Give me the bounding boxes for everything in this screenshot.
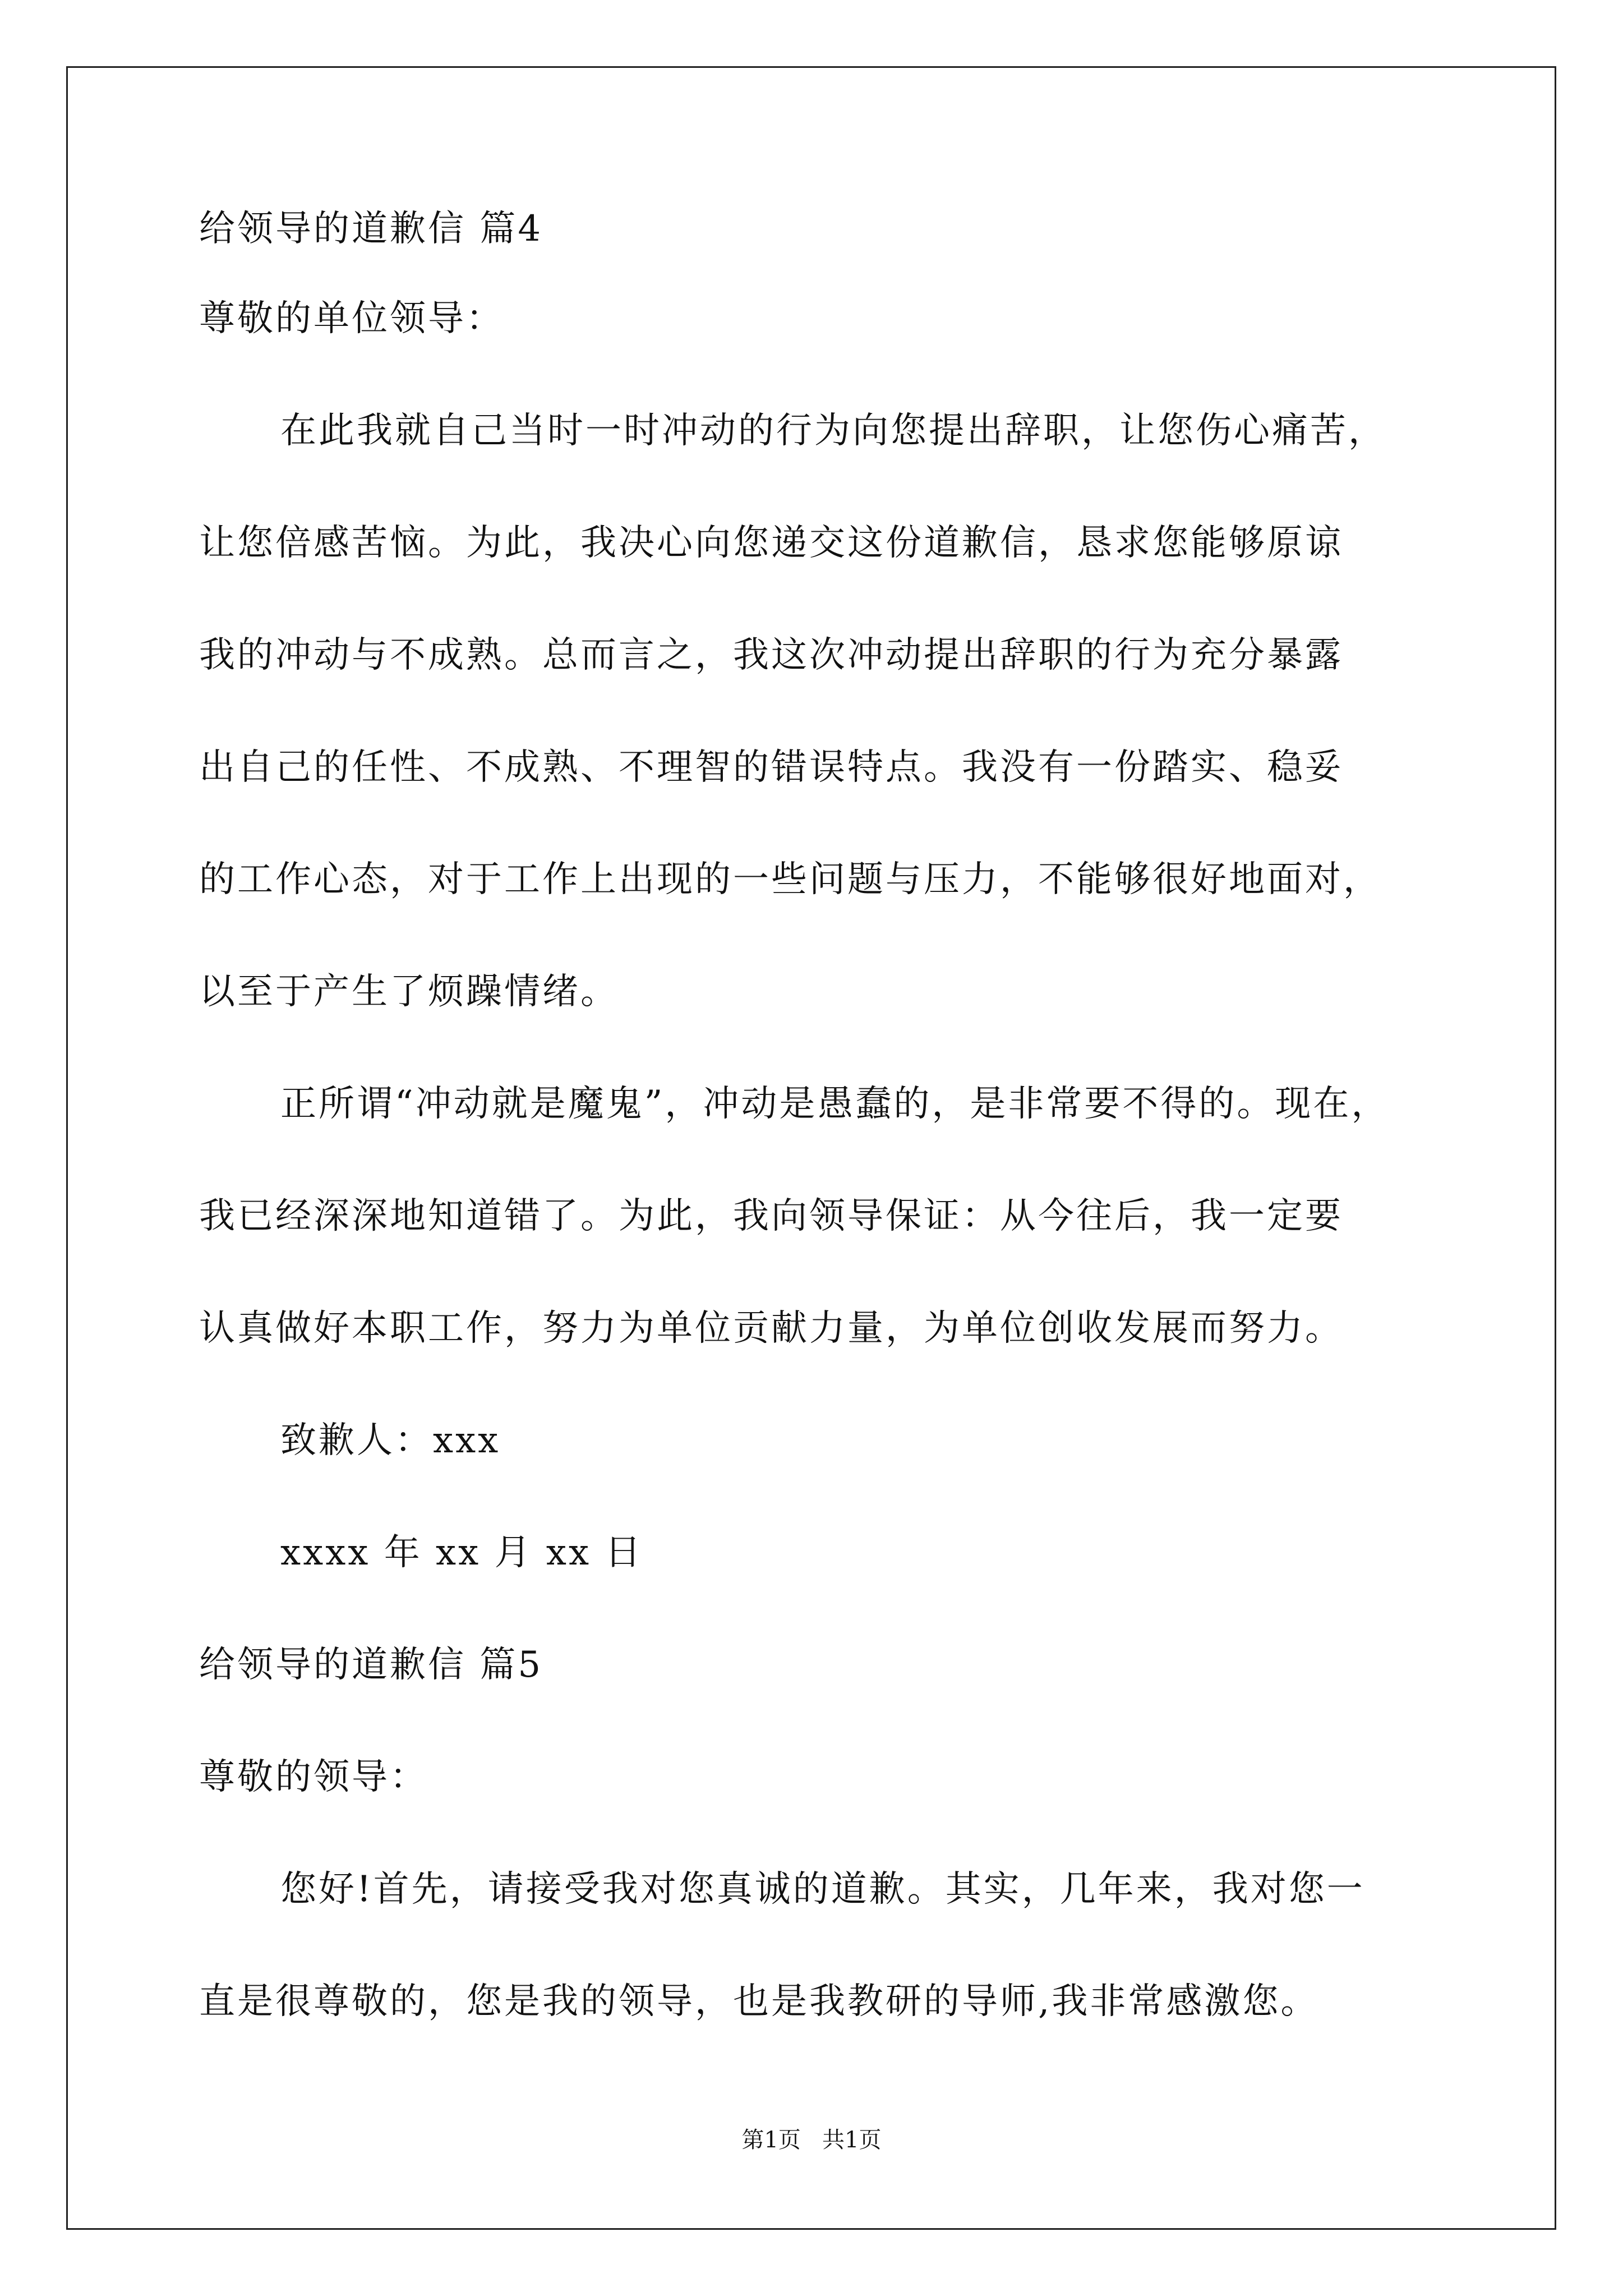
body-line: 直是很尊敬的，您是我的领导，也是我教研的导师,我非常感激您。 <box>199 1981 1319 2022</box>
body-line: 让您倍感苦恼。为此，我决心向您递交这份道歉信，恳求您能够原谅 <box>199 522 1343 564</box>
signature: 致歉人：xxx <box>280 1420 501 1461</box>
body-line: 在此我就自己当时一时冲动的行为向您提出辞职，让您伤心痛苦， <box>280 410 1386 452</box>
body-line: 认真做好本职工作，努力为单位贡献力量，为单位创收发展而努力。 <box>199 1308 1343 1349</box>
section-4-salutation: 尊敬的单位领导： <box>199 298 504 339</box>
body-line: 我已经深深地知道错了。为此，我向领导保证：从今往后，我一定要 <box>199 1195 1343 1237</box>
page-footer: 第1页 共1页 <box>741 2127 882 2153</box>
body-line: 您好!首先，请接受我对您真诚的道歉。其实，几年来，我对您一 <box>280 1869 1365 1910</box>
section-5-salutation: 尊敬的领导： <box>199 1756 428 1798</box>
body-line: 以至于产生了烦躁情绪。 <box>199 971 619 1013</box>
section-5-title: 给领导的道歉信 篇5 <box>199 1644 543 1686</box>
body-line: 的工作心态，对于工作上出现的一些问题与压力，不能够很好地面对， <box>199 859 1381 900</box>
body-line: 正所谓“冲动就是魔鬼”，冲动是愚蠢的，是非常要不得的。现在， <box>280 1083 1390 1125</box>
letter-date: xxxx 年 xx 月 xx 日 <box>280 1532 643 1573</box>
section-4-title: 给领导的道歉信 篇4 <box>199 208 543 250</box>
body-line: 出自己的任性、不成熟、不理智的错误特点。我没有一份踏实、稳妥 <box>199 747 1343 788</box>
body-line: 我的冲动与不成熟。总而言之，我这次冲动提出辞职的行为充分暴露 <box>199 634 1343 676</box>
